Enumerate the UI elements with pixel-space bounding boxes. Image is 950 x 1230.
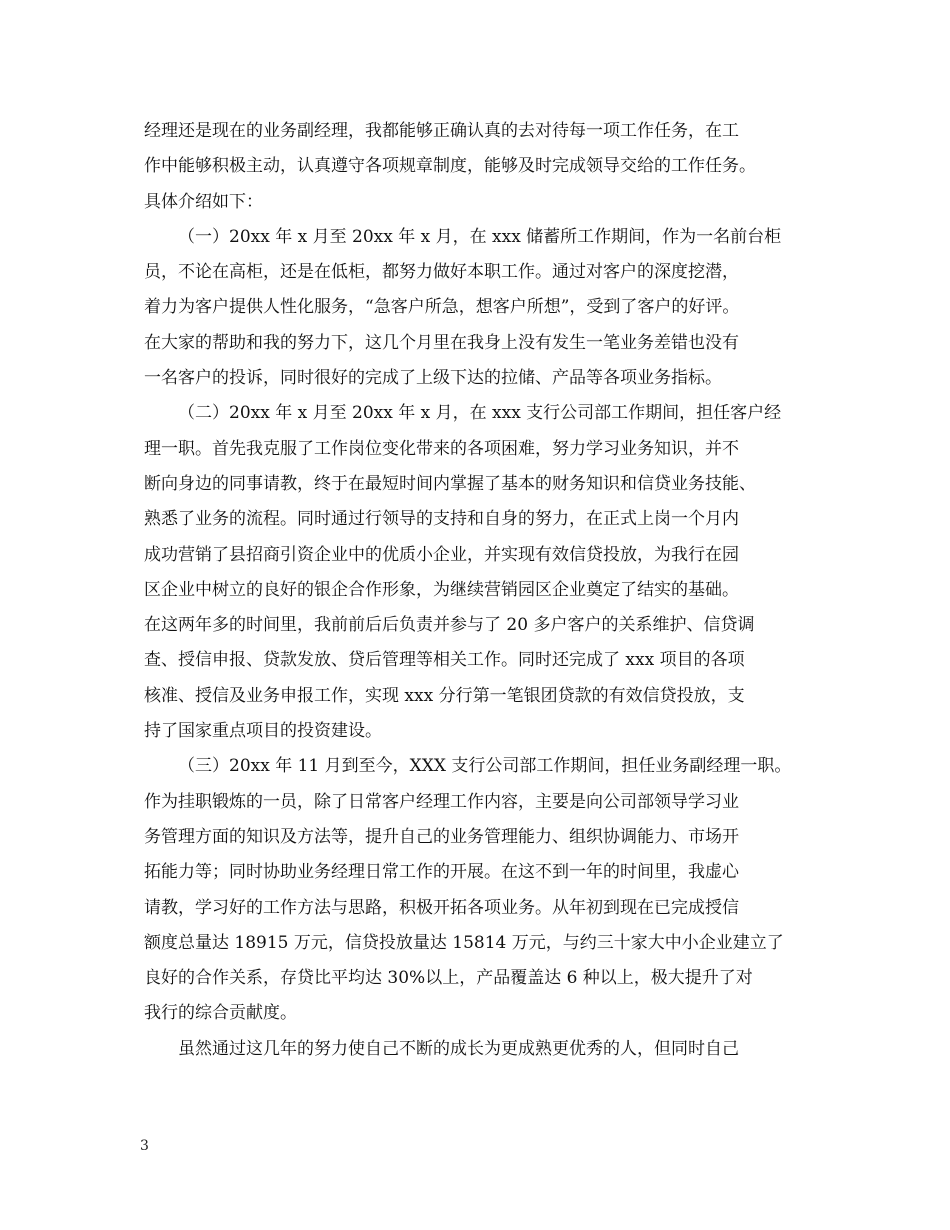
text-line: 我行的综合贡献度。 <box>144 1003 297 1024</box>
text-line: 经理还是现在的业务副经理，我都能够正确认真的去对待每一项工作任务，在工 <box>144 121 739 141</box>
document-body <box>144 114 808 1067</box>
text-line: 在这两年多的时间里，我前前后后负责并参与了 20 多户客户的关系维护、信贷调 <box>144 615 755 636</box>
paragraph-start-line: （三）20xx 年 11 月到至今，XXX 支行公司部工作期间，担任业务副经理一职。 <box>178 756 792 777</box>
text-line: 熟悉了业务的流程。同时通过行领导的支持和自身的努力，在正式上岗一个月内 <box>144 509 739 530</box>
text-line: 持了国家重点项目的投资建设。 <box>144 721 382 742</box>
text-line: 具体介绍如下： <box>144 191 263 212</box>
text-line: 拓能力等；同时协助业务经理日常工作的开展。在这不到一年的时间里，我虚心 <box>144 862 739 883</box>
text-line: 务管理方面的知识及方法等，提升自己的业务管理能力、组织协调能力、市场开 <box>144 826 739 847</box>
text-line: 在大家的帮助和我的努力下，这几个月里在我身上没有发生一笔业务差错也没有 <box>144 332 739 353</box>
page-number: 3 <box>140 1138 149 1154</box>
text-line: 核准、授信及业务申报工作，实现 xxx 分行第一笔银团贷款的有效信贷投放，支 <box>144 685 745 706</box>
text-line: 额度总量达 18915 万元，信贷投放量达 15814 万元，与约三十家大中小企业建立了 <box>144 932 784 953</box>
text-line: 断向身边的同事请教，终于在最短时间内掌握了基本的财务知识和信贷业务技能、 <box>144 473 756 494</box>
paragraph-start-line: 虽然通过这几年的努力使自己不断的成长为更成熟更优秀的人，但同时自己 <box>178 1038 739 1059</box>
text-line: 员，不论在高柜，还是在低柜，都努力做好本职工作。通过对客户的深度挖潜， <box>144 262 739 283</box>
text-line: 作为挂职锻炼的一员，除了日常客户经理工作内容，主要是向公司部领导学习业 <box>144 791 739 812</box>
paragraph-start-line: （二）20xx 年 x 月至 20xx 年 x 月，在 xxx 支行公司部工作期间，担任客户经 <box>178 403 782 424</box>
text-line: 理一职。首先我克服了工作岗位变化带来的各项困难，努力学习业务知识，并不 <box>144 438 739 459</box>
text-line: 查、授信申报、贷款发放、贷后管理等相关工作。同时还完成了 xxx 项目的各项 <box>144 650 745 671</box>
text-line: 请教，学习好的工作方法与思路，积极开拓各项业务。从年初到现在已完成授信 <box>144 897 739 918</box>
text-line: 一名客户的投诉，同时很好的完成了上级下达的拉储、产品等各项业务指标。 <box>144 368 722 389</box>
text-line: 着力为客户提供人性化服务，“急客户所急，想客户所想”，受到了客户的好评。 <box>144 297 740 318</box>
text-line: 区企业中树立的良好的银企合作形象，为继续营销园区企业奠定了结实的基础。 <box>144 579 739 600</box>
text-line: 作中能够积极主动，认真遵守各项规章制度，能够及时完成领导交给的工作任务。 <box>144 156 756 177</box>
paragraph-start-line: （一）20xx 年 x 月至 20xx 年 x 月，在 xxx 储蓄所工作期间，作为一名前台柜 <box>178 226 782 247</box>
text-line: 良好的合作关系，存贷比平均达 30%以上，产品覆盖达 6 种以上，极大提升了对 <box>144 968 753 989</box>
text-line: 成功营销了县招商引资企业中的优质小企业，并实现有效信贷投放，为我行在园 <box>144 544 739 565</box>
